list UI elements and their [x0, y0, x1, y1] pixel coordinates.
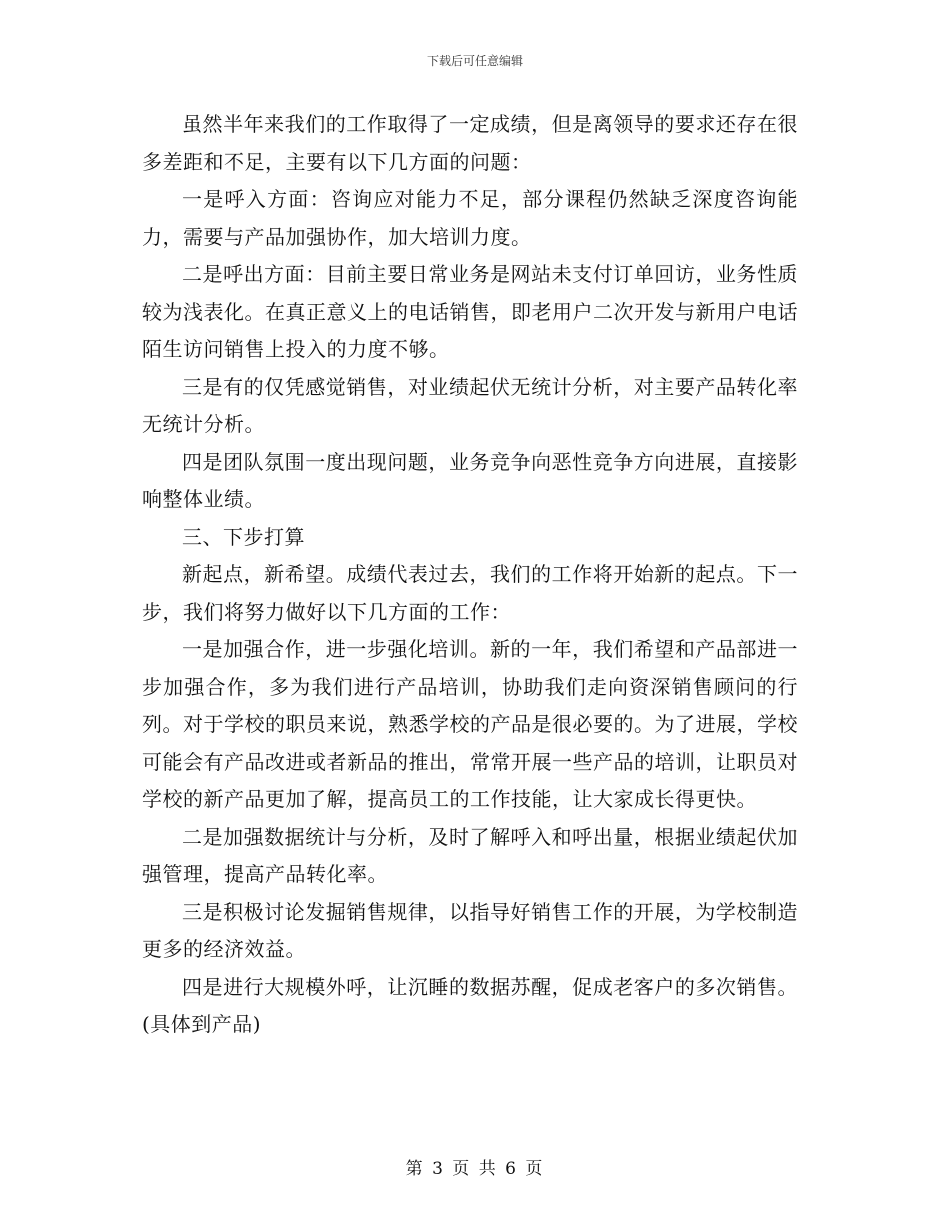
- paragraph-plan-statistics: 二是加强数据统计与分析，及时了解呼入和呼出量，根据业绩起伏加强管理，提高产品转化率。: [142, 824, 798, 886]
- document-body: [142, 106, 798, 1044]
- section-heading-next-steps: 三、下步打算: [182, 524, 305, 549]
- paragraph-team-issue: 四是团队氛围一度出现问题，业务竞争向恶性竞争方向进展，直接影响整体业绩。: [142, 449, 798, 511]
- paragraph-plan-training: 一是加强合作，进一步强化培训。新的一年，我们希望和产品部进一步加强合作，多为我们进行产品培训，协助我们走向资深销售顾问的行列。对于学校的职员来说，熟悉学校的产品是很必要的。为了进展，学校可能会有产品改进或者新品的推出，常常开展一些产品的培训，让职员对学校的新产品更加了解，提高员工的工作技能，让大家成长得更快。: [142, 637, 798, 811]
- page-number-footer: 第 3 页 共 6 页: [405, 1159, 545, 1179]
- paragraph-problems-intro: 虽然半年来我们的工作取得了一定成绩，但是离领导的要求还存在很多差距和不足，主要有以下几方面的问题：: [142, 112, 798, 174]
- paragraph-inbound-issue: 一是呼入方面：咨询应对能力不足，部分课程仍然缺乏深度咨询能力，需要与产品加强协作，加大培训力度。: [142, 187, 798, 249]
- paragraph-outbound-issue: 二是呼出方面：目前主要日常业务是网站未支付订单回访，业务性质较为浅表化。在真正意义上的电话销售，即老用户二次开发与新用户电话陌生访问销售上投入的力度不够。: [142, 262, 798, 361]
- paragraph-plan-sales-rules: 三是积极讨论发掘销售规律，以指导好销售工作的开展，为学校制造更多的经济效益。: [142, 899, 798, 961]
- paragraph-next-steps-intro: 新起点，新希望。成绩代表过去，我们的工作将开始新的起点。下一步，我们将努力做好以下几方面的工作：: [142, 562, 798, 624]
- header-note: 下载后可任意编辑: [426, 54, 523, 68]
- paragraph-plan-outbound: 四是进行大规模外呼，让沉睡的数据苏醒，促成老客户的多次销售。(具体到产品): [142, 974, 798, 1036]
- paragraph-analysis-issue: 三是有的仅凭感觉销售，对业绩起伏无统计分析，对主要产品转化率无统计分析。: [142, 374, 798, 436]
